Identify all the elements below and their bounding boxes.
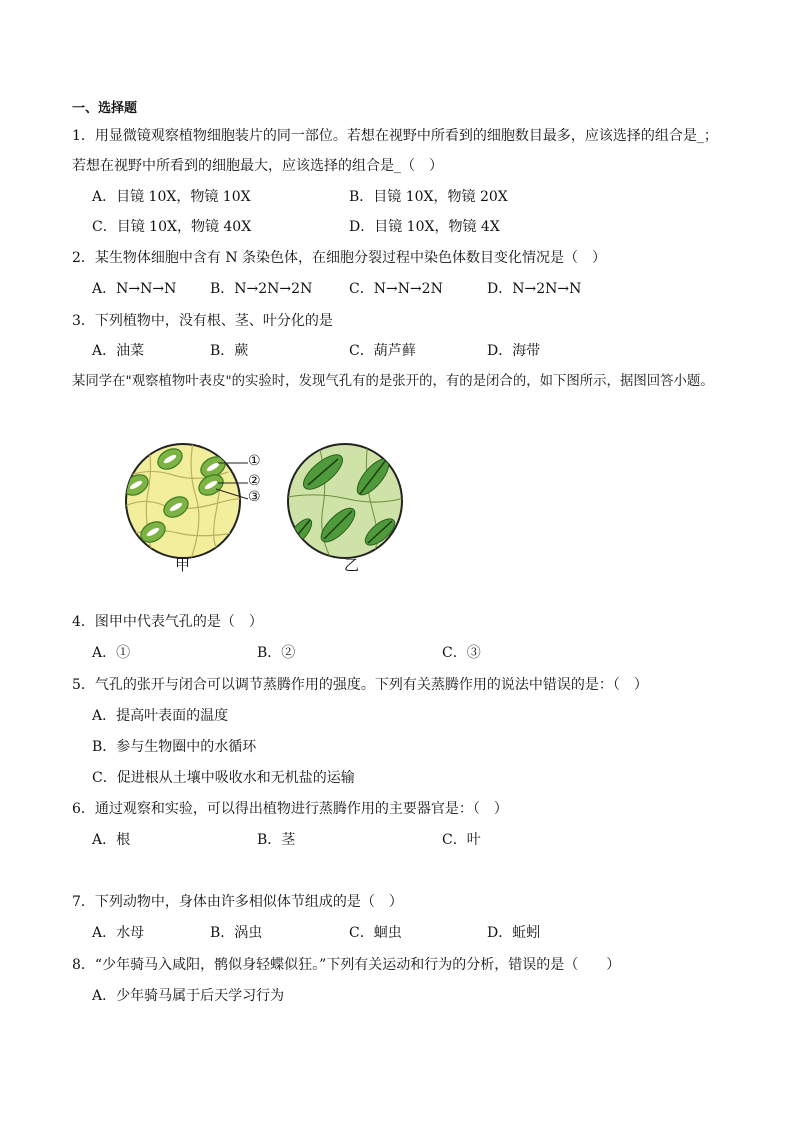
question-7-stem: 7．下列动物中，身体由许多相似体节组成的是（ ） bbox=[72, 894, 403, 910]
circle-jia bbox=[120, 442, 248, 562]
marker-1: ① bbox=[248, 453, 261, 469]
q5-option-c: C．促进根从土壤中吸收水和无机盐的运输 bbox=[92, 770, 355, 786]
question-6-stem: 6．通过观察和实验，可以得出植物进行蒸腾作用的主要器官是：（ ） bbox=[72, 801, 508, 817]
q6-option-a: A．根 bbox=[92, 832, 131, 848]
question-1-line1: 1．用显微镜观察植物细胞装片的同一部位。若想在视野中所看到的细胞数目最多，应该选择的组合是_； bbox=[72, 128, 718, 144]
q2-option-a: A．N→N→N bbox=[92, 281, 177, 297]
q5-option-a: A．提高叶表面的温度 bbox=[92, 708, 229, 724]
q3-option-d: D．海带 bbox=[487, 343, 541, 359]
q6-option-b: B．茎 bbox=[257, 832, 296, 848]
stomata-figure bbox=[118, 437, 418, 577]
q8-option-a: A．少年骑马属于后天学习行为 bbox=[92, 988, 285, 1004]
q3-option-b: B．蕨 bbox=[210, 343, 249, 359]
q3-option-a: A．油菜 bbox=[92, 343, 145, 359]
q6-option-c: C．叶 bbox=[442, 832, 481, 848]
label-yi: 乙 bbox=[344, 556, 360, 574]
q3-option-c: C．葫芦藓 bbox=[349, 343, 416, 359]
q1-option-b: B．目镜 10X，物镜 20X bbox=[349, 189, 508, 205]
label-jia: 甲 bbox=[175, 556, 191, 574]
circle-yi bbox=[284, 442, 408, 562]
section-title: 一、选择题 bbox=[72, 101, 138, 116]
question-3-stem: 3．下列植物中，没有根、茎、叶分化的是 bbox=[72, 313, 333, 329]
question-4-stem: 4．图甲中代表气孔的是（ ） bbox=[72, 614, 263, 630]
q1-option-c: C．目镜 10X，物镜 40X bbox=[92, 219, 252, 235]
q7-option-a: A．水母 bbox=[92, 925, 145, 941]
q4-option-b: B．② bbox=[257, 645, 296, 661]
question-1-line2: 若想在视野中所看到的细胞最大，应该选择的组合是_（ ） bbox=[72, 158, 443, 174]
marker-3: ③ bbox=[248, 489, 261, 505]
stomata-illustration bbox=[118, 437, 418, 577]
q4-option-c: C．③ bbox=[442, 645, 481, 661]
q1-option-a: A．目镜 10X，物镜 10X bbox=[92, 189, 251, 205]
q4-option-a: A．① bbox=[92, 645, 131, 661]
question-8-stem: 8．“少年骑马入咸阳，鹘似身轻蝶似狂。”下列有关运动和行为的分析，错误的是（ ） bbox=[72, 957, 621, 973]
q2-option-b: B．N→2N→2N bbox=[210, 281, 313, 297]
figure-intro: 某同学在"观察植物叶表皮"的实验时，发现气孔有的是张开的，有的是闭合的，如下图所示，据图回答小题。 bbox=[72, 374, 714, 389]
q7-option-b: B．涡虫 bbox=[210, 925, 263, 941]
question-5-stem: 5．气孔的张开与闭合可以调节蒸腾作用的强度。下列有关蒸腾作用的说法中错误的是：（ ） bbox=[72, 677, 648, 693]
q2-option-d: D．N→2N→N bbox=[487, 281, 582, 297]
question-2-stem: 2．某生物体细胞中含有 N 条染色体，在细胞分裂过程中染色体数目变化情况是（ ） bbox=[72, 250, 607, 266]
q7-option-c: C．蛔虫 bbox=[349, 925, 402, 941]
q1-option-d: D．目镜 10X，物镜 4X bbox=[349, 219, 500, 235]
q7-option-d: D．蚯蚓 bbox=[487, 925, 541, 941]
marker-2: ② bbox=[248, 473, 261, 489]
q2-option-c: C．N→N→2N bbox=[349, 281, 443, 297]
q5-option-b: B．参与生物圈中的水循环 bbox=[92, 739, 257, 755]
